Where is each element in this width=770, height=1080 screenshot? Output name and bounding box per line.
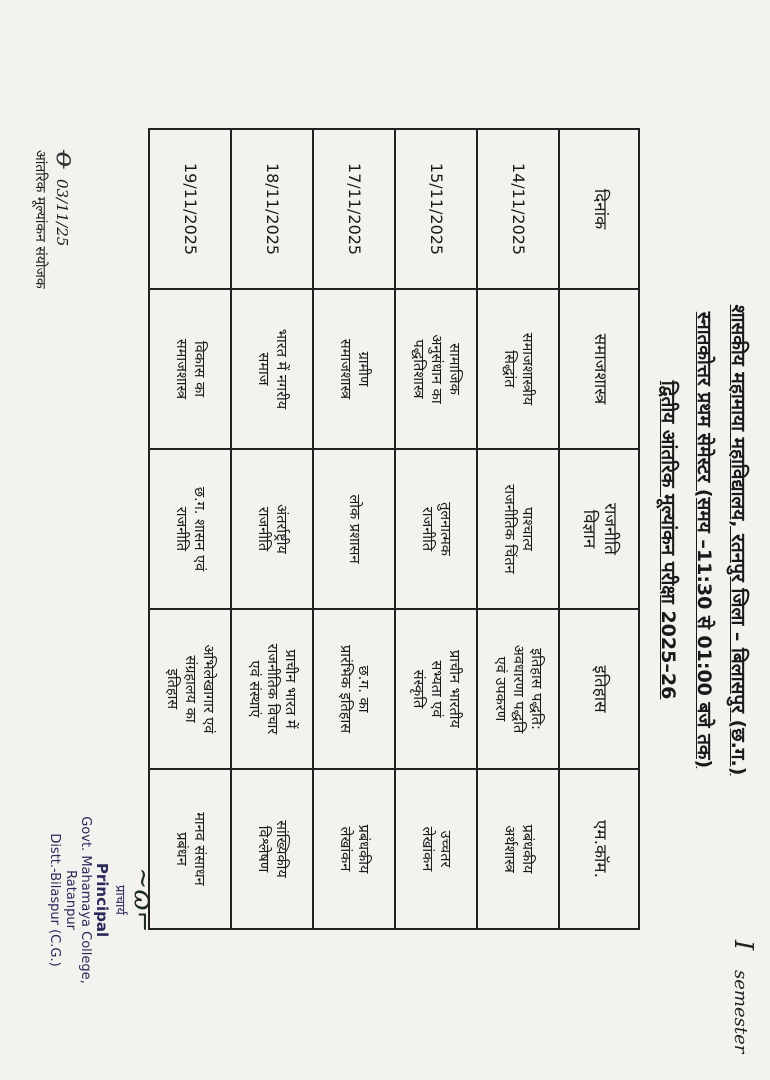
- table-row: [149, 129, 231, 929]
- subject-cell: तुलनात्मक राजनीति: [395, 449, 477, 609]
- header-mcom: एम.कॉम.: [559, 769, 639, 929]
- header-sociology: समाजशास्त्र: [559, 289, 639, 449]
- subject-cell: समाजशास्त्रीय सिद्धांत: [477, 289, 559, 449]
- principal-institution: Govt. Mahamaya College, Ratanpur: [62, 816, 94, 984]
- principal-hindi-title: प्राचार्य: [111, 885, 127, 915]
- subject-cell: छ.ग. शासन एवं राजनीति: [149, 449, 231, 609]
- subject-cell: उच्चतर लेखांकन: [395, 769, 477, 929]
- semester-timing-heading: स्नातकोत्तर प्रथम सेमेस्टर (समय –11:30 से 01:00 बजे तक): [693, 311, 715, 769]
- principal-district: Distt.-Bilaspur (C.G.): [47, 833, 63, 967]
- table-header-row: [559, 129, 639, 929]
- date-cell: 17/11/2025: [313, 129, 395, 289]
- table-row: [477, 129, 559, 929]
- coordinator-title: आंतरिक मूल्यांकन संयोजक: [32, 150, 48, 289]
- subject-cell: भारत में नगरीय समाज: [231, 289, 313, 449]
- subject-cell: अभिलेखागार एवं संग्रहालय का इतिहास: [149, 609, 231, 769]
- table-row: [313, 129, 395, 929]
- table-row: [231, 129, 313, 929]
- date-cell: 19/11/2025: [149, 129, 231, 289]
- subject-cell: विकास का समाजशास्त्र: [149, 289, 231, 449]
- coordinator-signature-scribble: ꝋ: [50, 150, 80, 169]
- header-history: इतिहास: [559, 609, 639, 769]
- date-cell: 15/11/2025: [395, 129, 477, 289]
- subject-cell: छ.ग. का प्रारंभिक इतिहास: [313, 609, 395, 769]
- subject-cell: प्रबंधकीय अर्थशास्त्र: [477, 769, 559, 929]
- date-cell: 14/11/2025: [477, 129, 559, 289]
- coordinator-signature-block: [31, 150, 80, 410]
- subject-cell: इतिहास पद्धति: अवधारणा पद्धति एवं उपकरण: [477, 609, 559, 769]
- principal-title: Principal: [93, 862, 112, 938]
- handwritten-roman-numeral: I: [728, 940, 758, 951]
- principal-seal-block: [46, 790, 158, 1010]
- subject-cell: सांख्यिकीय विश्लेषण: [231, 769, 313, 929]
- subject-cell: ग्रामीण समाजशास्त्र: [313, 289, 395, 449]
- subject-cell: प्राचीन भारत में राजनीतिक विचार एवं संस्थाएं: [231, 609, 313, 769]
- handwritten-semester-text: semester: [730, 970, 751, 1054]
- table-row: [395, 129, 477, 929]
- exam-schedule-table: [148, 128, 640, 930]
- coordinator-signature-date: 03/11/25: [53, 178, 71, 247]
- header-political-science: राजनीति विज्ञान: [559, 449, 639, 609]
- college-title: शासकीय महामाया महाविद्यालय, रतनपुर जिला – बिलासपुर (छ.ग.): [727, 304, 749, 776]
- date-cell: 18/11/2025: [231, 129, 313, 289]
- subject-cell: मानव संसाधन प्रबंधन: [149, 769, 231, 929]
- subject-cell: सामाजिक अनुसंधान का पद्धतिशास्त्र: [395, 289, 477, 449]
- exam-title: द्वितीय आंतरिक मूल्यांकन परीक्षा 2025–26: [657, 380, 679, 700]
- header-date: दिनांक: [559, 129, 639, 289]
- subject-cell: प्रबंधकीय लेखांकन: [313, 769, 395, 929]
- handwritten-semester-note: [728, 940, 758, 1053]
- subject-cell: लोक प्रशासन: [313, 449, 395, 609]
- subject-cell: पाश्चात्य राजनीतिक चिंतन: [477, 449, 559, 609]
- subject-cell: अंतर्राष्ट्रीय राजनीति: [231, 449, 313, 609]
- principal-signature-scribble: ~ɷ⌐: [128, 867, 158, 933]
- subject-cell: प्राचीन भारतीय सभ्यता एवं संस्कृति: [395, 609, 477, 769]
